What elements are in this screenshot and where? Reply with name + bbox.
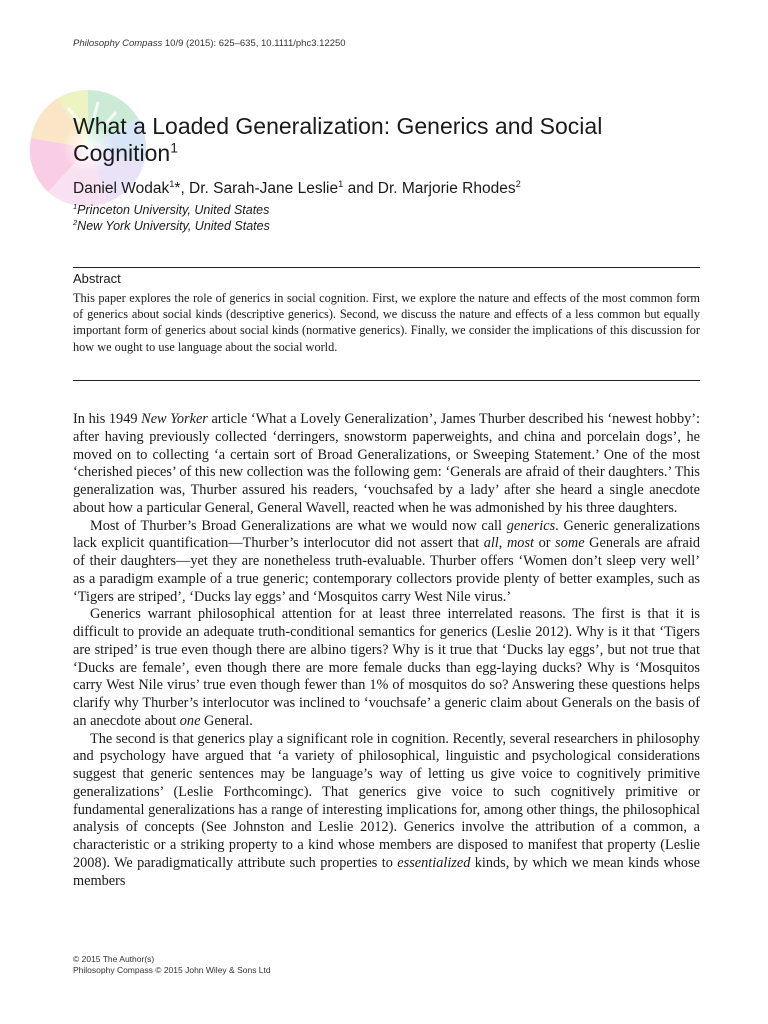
abstract-heading: Abstract [73,271,121,286]
italic-text: some [555,535,585,552]
affiliation-text: New York University, United States [77,219,270,233]
body-paragraph [73,518,700,607]
copyright-line: © 2015 The Author(s) [73,954,155,964]
text-run: The second is that generics play a significant role in cognition. Recently, several researchers in philosophy and psychology have argued that ‘a variety of philosophical, linguistic and psychological considerations suggest that generic sentences may be language’s way of letting us give voice to cognitively primitive generalizations’ (Leslie Forthcomingc). That generics give voice to such cognitively primitive or fundamental generalizations has a range of interesting implications for, among other things, the philosophical analysis of concepts (See Johnston and Leslie 2012). Generics involve the attribution of a common, a characteristic or a striking property to a kind whose members are disposed to manifest that property (Leslie 2008). We paradigmatically attribute such properties to [73,730,700,871]
affiliation-mark: 1 [73,201,78,211]
affiliation [73,219,270,233]
author-affiliation-mark: 2 [515,178,521,189]
abstract-text: This paper explores the role of generics in social cognition. First, we explore the nature and effects of the most common form of generics about social kinds (descriptive generics). Second, we discuss the nature and effects of a less common but equally important form of generics about social kinds (normative generics). Finally, we consider the implications of this discussion for how we ought to use language about the social world. [73,291,700,354]
author-affiliation-mark: 1 [169,178,175,189]
article-title [73,113,673,167]
publisher-line: Philosophy Compass © 2015 John Wiley & Sons Ltd [73,965,271,975]
text-run: . Generic generalizations lack explicit quantification—Thurber’s interlocutor did not assert that [73,517,700,552]
text-run: kinds, by which we mean kinds whose members [73,854,700,889]
page-footer [73,954,271,976]
text-run: Generics warrant philosophical attention for at least three interrelated reasons. The first is that it is difficult to provide an adequate truth-conditional semantics for generics (Leslie 2012). Why is it that ‘Tigers are striped’ is true even though there are albino tigers? Why is it true that ‘Ducks lay eggs’, but not true that ‘Ducks are female’, even though there are more female ducks than egg-laying ducks? Why is ‘Mosquitos carry West Nile virus’ true even though fewer than 1% of mosquitos do so? Answering these questions helps clarify why Thurber’s interlocutor was inclined to ‘vouchsafe’ a generic claim about Generals on the basis of an anecdote about [73,606,700,729]
author-name: Daniel Wodak [73,180,170,197]
body-paragraph [73,731,700,891]
italic-text: one [179,712,201,729]
article-title-text: What a Loaded Generalization: Generics and Social Cognition [73,113,603,166]
italic-text: New Yorker [141,411,208,427]
author-name: and Dr. Marjorie Rhodes [343,180,516,197]
italic-text: most [506,535,534,552]
body-paragraph [73,411,700,518]
text-run: In his 1949 [73,411,142,427]
text-run: Generals are afraid of their daughters—yet they are nonetheless truth-evaluable. Thurber offers ‘Women don’t sleep very well’ as a paradigm example of a true generic; contemporary collectors provide plenty of better examples, such as ‘Tigers are striped’, ‘Ducks lay eggs’ and ‘Mosquitos carry West Nile virus.’ [73,535,700,605]
title-footnote-mark: 1 [170,140,178,156]
abstract-bottom-rule [73,380,700,381]
text-run: , [498,535,507,552]
italic-text: generics [506,517,556,534]
text-run: or [534,535,556,552]
author-affiliation-mark: 1 [338,178,344,189]
journal-name: Philosophy Compass [73,38,163,49]
affiliation-text: Princeton University, United States [77,203,270,217]
italic-text: all [483,535,499,552]
affiliation [73,203,269,217]
body-paragraph [73,606,700,730]
affiliation-mark: 2 [73,217,78,227]
abstract-top-rule [73,267,700,268]
italic-text: essentialized [397,854,471,871]
text-run: Most of Thurber’s Broad Generalizations are what we would now call [90,517,507,534]
citation-details: 10/9 (2015): 625–635, 10.1111/phc3.12250 [162,38,346,49]
text-run: General. [200,712,253,729]
author-name: , Dr. Sarah-Jane Leslie [180,180,339,197]
journal-citation [73,38,346,49]
text-run: article ‘What a Lovely Generalization’, James Thurber described his ‘newest hobby’: after having previously collected ‘derringers, snowstorm paperweights, and china and porcelain dogs’, he moved on to collecting ‘a certain sort of Broad Generalizations, or Sweeping Statement.’ One of the most ‘cherished pieces’ of this new collection was the following gem: ‘Generals are afraid of their daughters.’ This generalization was, Thurber assured his readers, ‘vouchsafed by a lady’ after she heard a single anecdote about how a particular General, General Wavell, reacted when he was admonished by his three daughters. [73,411,700,516]
article-body [73,411,700,890]
corresponding-author-mark: * [174,180,181,197]
author-list [73,180,521,198]
